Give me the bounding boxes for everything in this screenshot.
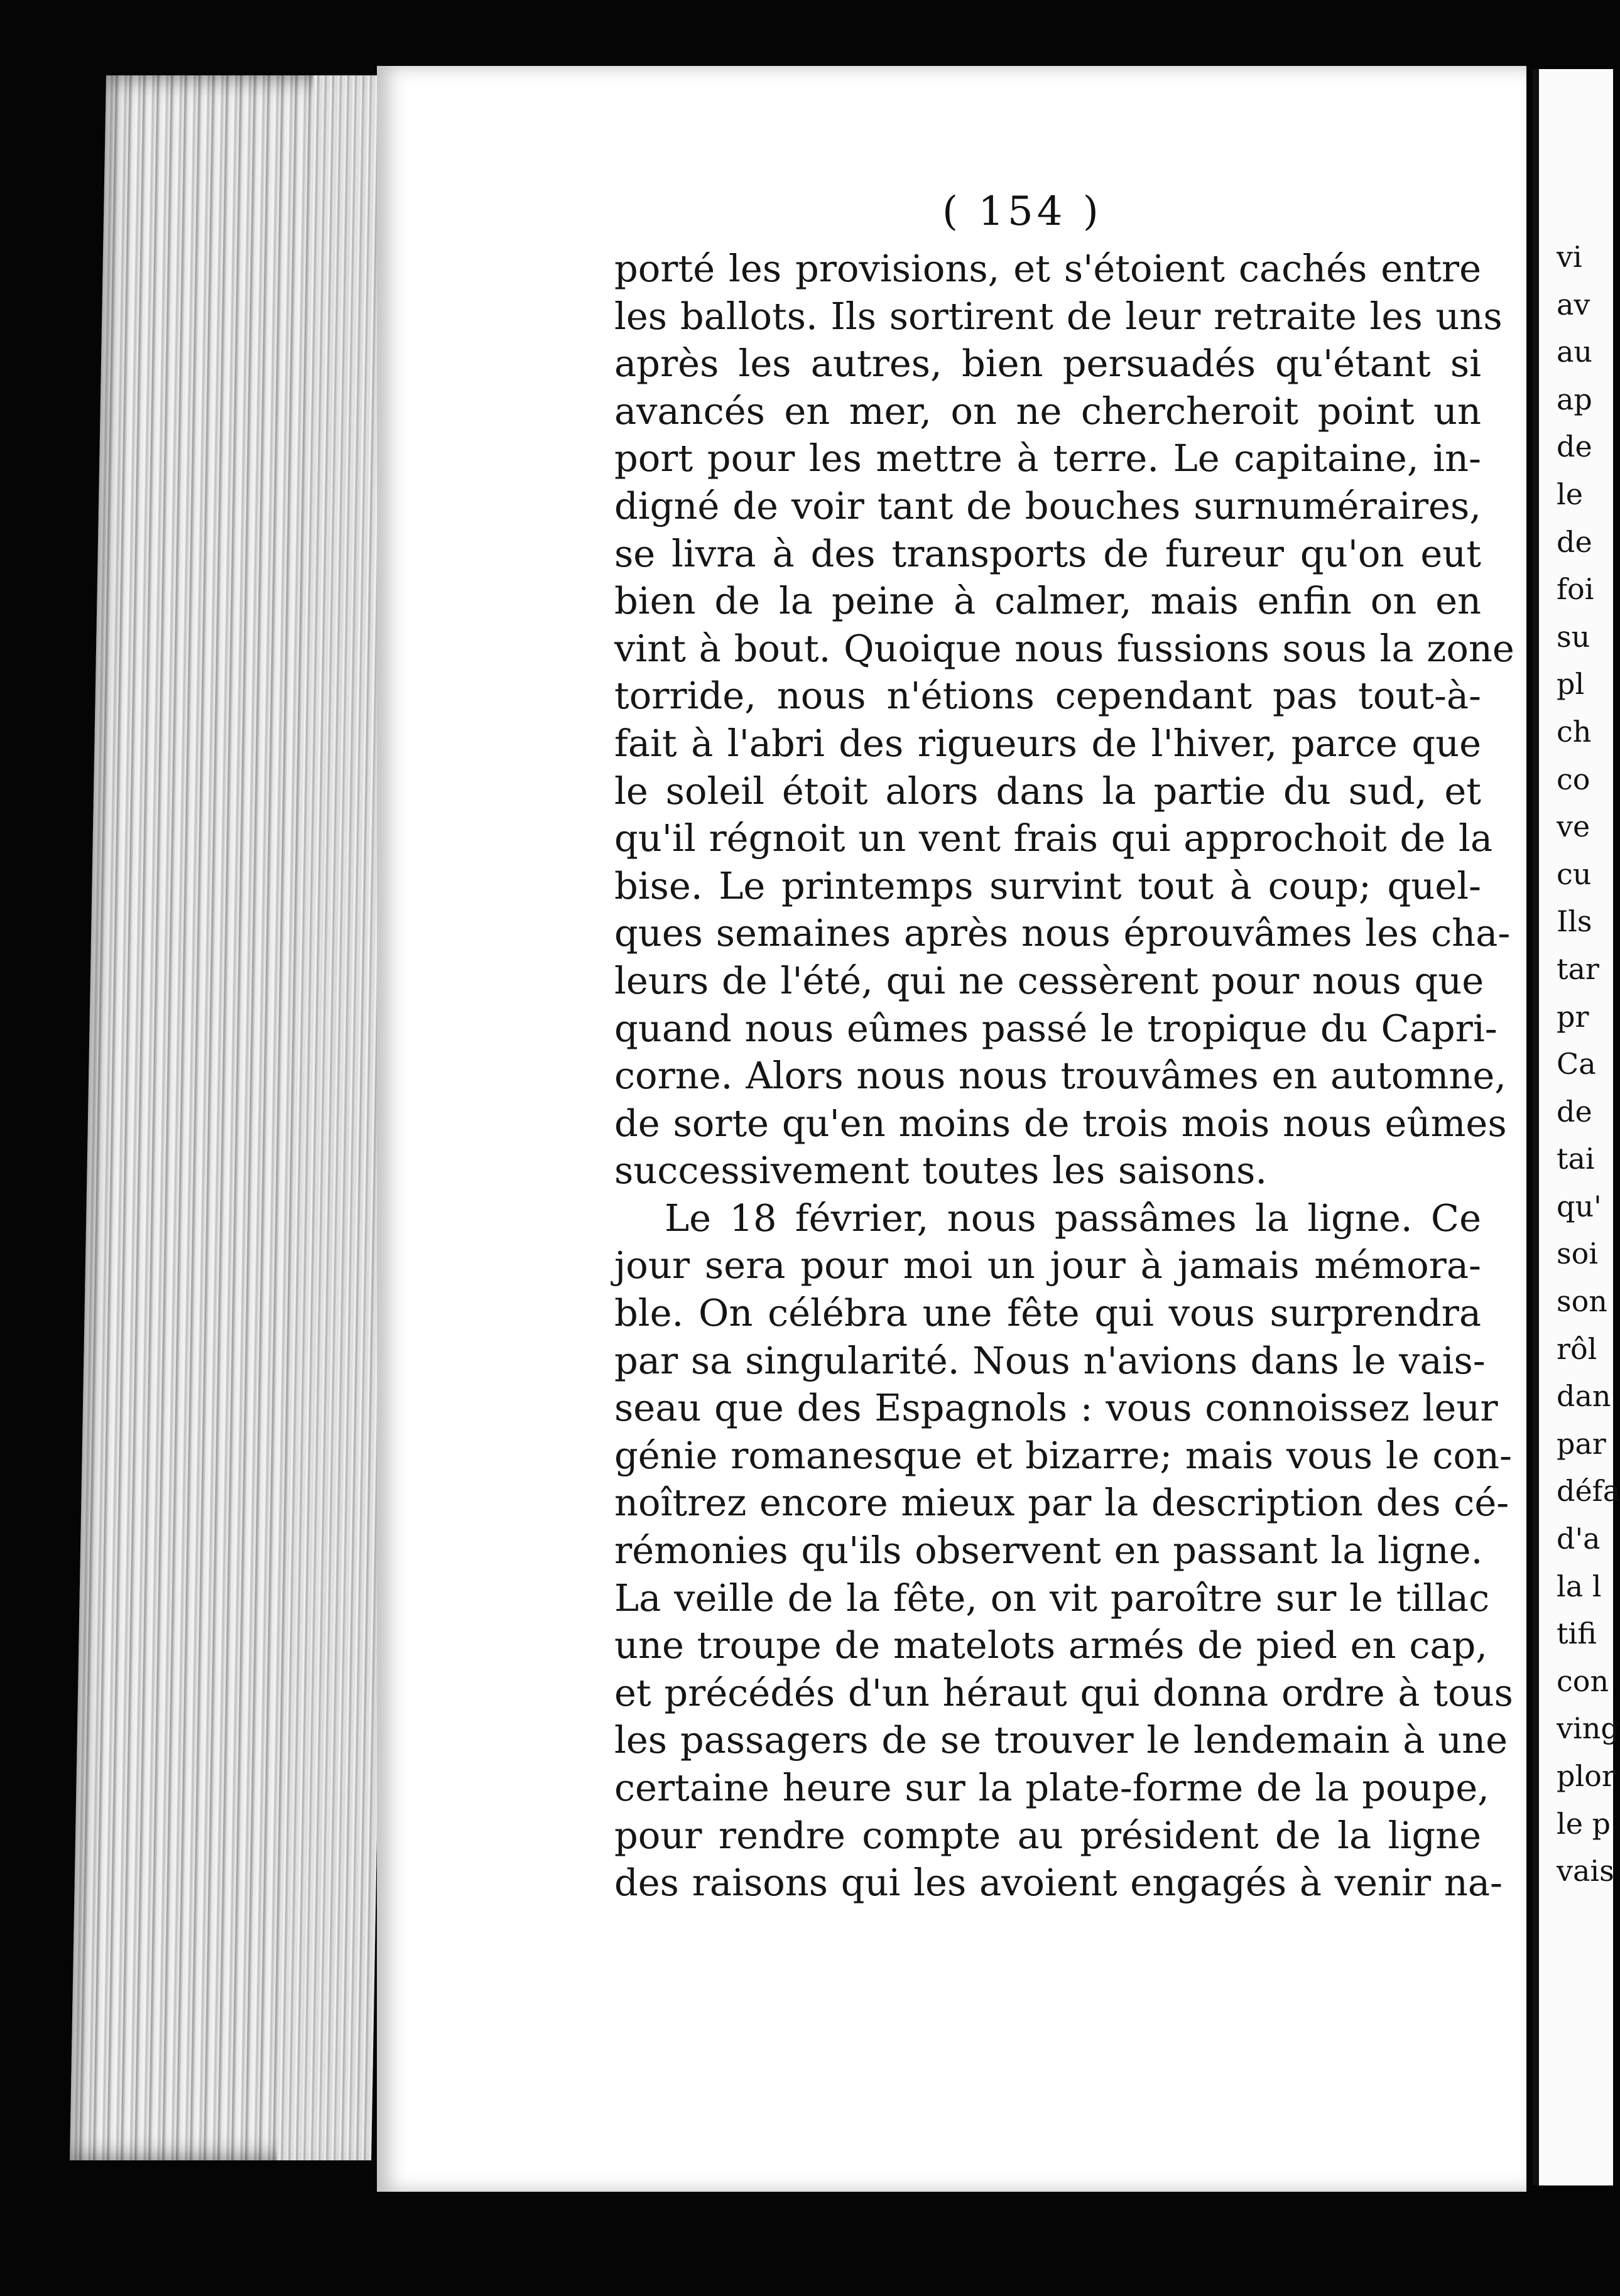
- facing-page-fragment: ve: [1557, 810, 1590, 844]
- facing-page-fragment: pr: [1557, 999, 1589, 1034]
- facing-page-fragment: pl: [1557, 667, 1585, 701]
- text-line: se livra à des transports de fureur qu'on eut: [614, 531, 1481, 575]
- text-line: ble. On célébra une fête qui vous surprendra: [614, 1291, 1481, 1335]
- facing-page-fragment: ving: [1557, 1711, 1619, 1746]
- scan-background: [0, 0, 1607, 66]
- facing-page-fragment: le: [1557, 477, 1583, 511]
- text-line: torride, nous n'étions cependant pas tout-à-: [614, 674, 1481, 718]
- facing-page-fragment: qu': [1557, 1189, 1602, 1223]
- facing-page-fragment: av: [1557, 287, 1590, 322]
- facing-page-fragment: vais: [1557, 1854, 1614, 1888]
- text-line: ques semaines après nous éprouvâmes les cha-: [614, 911, 1511, 955]
- facing-page-fragment: tar: [1557, 951, 1599, 986]
- text-line: une troupe de matelots armés de pied en cap,: [614, 1623, 1488, 1667]
- facing-page-fragment: de: [1557, 430, 1592, 464]
- text-line: La veille de la fête, on vit paroître sur le tillac: [614, 1576, 1490, 1620]
- facing-page-fragment: au: [1557, 335, 1593, 369]
- facing-page-fragment: plor: [1557, 1759, 1616, 1793]
- text-line: quand nous eûmes passé le tropique du Capri-: [614, 1006, 1498, 1050]
- text-line: après les autres, bien persuadés qu'étant si: [614, 342, 1481, 386]
- text-line: génie romanesque et bizarre; mais vous le con-: [614, 1433, 1512, 1477]
- facing-page-fragment: ap: [1557, 382, 1592, 416]
- text-line: bise. Le printemps survint tout à coup; quel-: [614, 864, 1481, 907]
- page-body-text: [614, 245, 1514, 1907]
- facing-page-fragment: co: [1557, 762, 1590, 796]
- facing-page-fragment: Ca: [1557, 1047, 1596, 1081]
- facing-page-fragment: rôl: [1557, 1331, 1597, 1366]
- facing-page-fragment: con: [1557, 1664, 1609, 1698]
- facing-page-fragment: dan: [1557, 1379, 1611, 1414]
- text-line: certaine heure sur la plate-forme de la poupe,: [614, 1766, 1489, 1809]
- text-line: fait à l'abri des rigueurs de l'hiver, parce que: [614, 721, 1481, 765]
- facing-page-fragment: le p: [1557, 1806, 1611, 1841]
- facing-page-fragment: la l: [1557, 1569, 1602, 1603]
- text-line: jour sera pour moi un jour à jamais mémora-: [614, 1243, 1481, 1287]
- facing-page-fragment: de: [1557, 524, 1592, 559]
- text-line: Le 18 février, nous passâmes la ligne. Ce: [665, 1196, 1481, 1240]
- text-line: seau que des Espagnols : vous connoissez leur: [614, 1386, 1498, 1430]
- text-line: porté les provisions, et s'étoient cachés entre: [614, 247, 1481, 290]
- facing-page-fragment: su: [1557, 619, 1590, 654]
- page-number: ( 154 ): [942, 188, 1102, 235]
- facing-page-fragment: tai: [1557, 1142, 1595, 1176]
- book-page-edges: [70, 75, 408, 2160]
- text-line: port pour les mettre à terre. Le capitaine, in-: [614, 436, 1481, 480]
- text-line: bien de la peine à calmer, mais enfin on en: [614, 579, 1481, 623]
- facing-page-fragment: Ils: [1557, 904, 1592, 939]
- facing-page-fragment: foi: [1557, 572, 1594, 607]
- text-line: par sa singularité. Nous n'avions dans le vais-: [614, 1338, 1486, 1382]
- text-line: noîtrez encore mieux par la description des cé-: [614, 1481, 1509, 1525]
- text-line: rémonies qu'ils observent en passant la ligne.: [614, 1529, 1483, 1573]
- facing-page-fragment: d'a: [1557, 1522, 1601, 1556]
- text-line: digné de voir tant de bouches surnuméraires,: [614, 484, 1481, 528]
- text-line: les ballots. Ils sortirent de leur retraite les uns: [614, 294, 1503, 338]
- text-line: le soleil étoit alors dans la partie du sud, et: [614, 769, 1481, 813]
- facing-page-fragment: de: [1557, 1094, 1592, 1129]
- text-line: et précédés d'un héraut qui donna ordre à tous: [614, 1671, 1513, 1714]
- text-line: des raisons qui les avoient engagés à venir na-: [614, 1861, 1503, 1905]
- text-line: corne. Alors nous nous trouvâmes en automne,: [614, 1054, 1507, 1098]
- facing-page-fragment: ch: [1557, 714, 1592, 749]
- text-line: vint à bout. Quoique nous fussions sous la zone: [614, 626, 1514, 670]
- text-line: pour rendre compte au président de la ligne: [614, 1813, 1481, 1857]
- text-line: leurs de l'été, qui ne cessèrent pour nous que: [614, 958, 1484, 1002]
- text-line: avancés en mer, on ne chercheroit point un: [614, 389, 1481, 433]
- facing-page-fragment: soi: [1557, 1237, 1599, 1271]
- text-line: les passagers de se trouver le lendemain à une: [614, 1718, 1508, 1762]
- text-line: de sorte qu'en moins de trois mois nous eûmes: [614, 1101, 1507, 1145]
- text-line: successivement toutes les saisons.: [614, 1149, 1268, 1193]
- text-line: qu'il régnoit un vent frais qui approchoit de la: [614, 816, 1493, 860]
- facing-page-text-fragments: [1557, 234, 1620, 1895]
- facing-page-fragment: tifi: [1557, 1616, 1597, 1651]
- facing-page-fragment: vi: [1557, 240, 1582, 274]
- facing-page-fragment: par: [1557, 1426, 1606, 1461]
- facing-page-fragment: cu: [1557, 857, 1592, 891]
- facing-page-fragment: défa: [1557, 1474, 1620, 1508]
- facing-page-fragment: son: [1557, 1284, 1607, 1319]
